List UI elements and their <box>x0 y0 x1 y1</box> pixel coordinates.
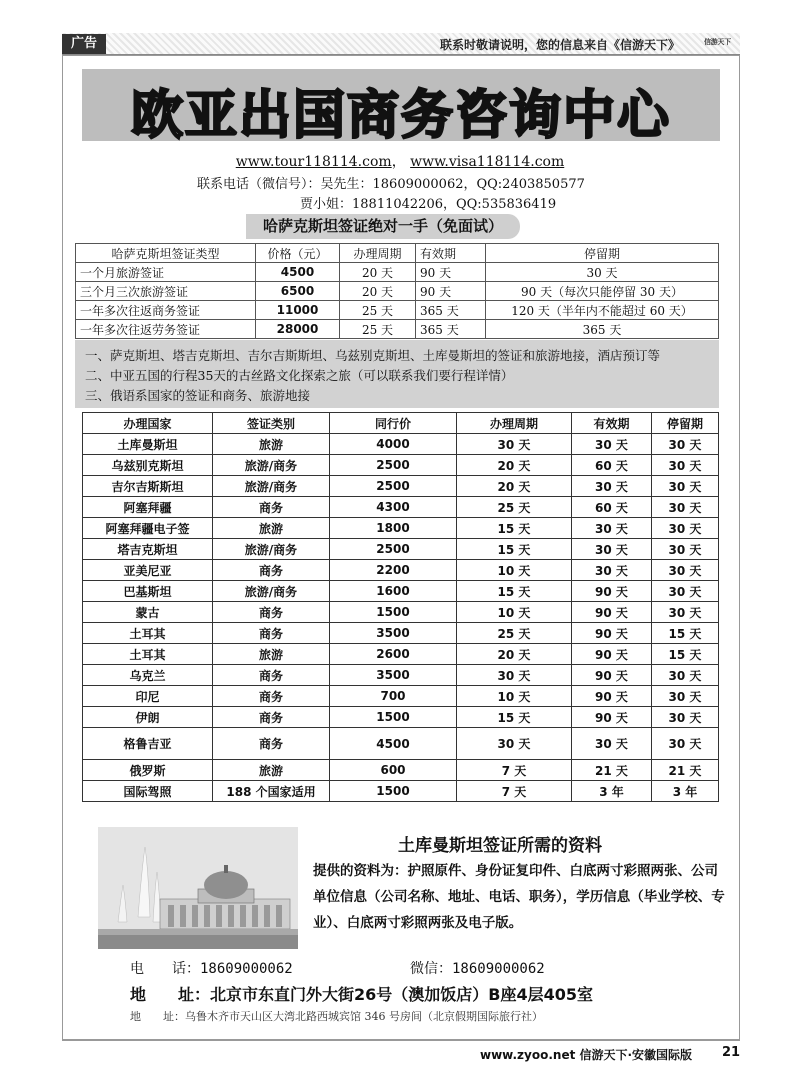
table-header-row <box>83 413 719 434</box>
website-link-visa[interactable]: www.visa118114.com <box>410 154 565 170</box>
table-cell: 25 天 <box>340 301 416 320</box>
table-cell: 3 年 <box>572 781 652 802</box>
table-cell: 4300 <box>330 497 457 518</box>
kazakh-heading: 哈萨克斯坦签证绝对一手（免面试） <box>246 214 520 239</box>
table-cell: 旅游 <box>213 644 330 665</box>
banner <box>82 69 720 146</box>
table-cell: 商务 <box>213 665 330 686</box>
table-cell: 30 天 <box>652 665 719 686</box>
building-photo-graphic <box>98 827 298 949</box>
table-cell: 90 天 <box>416 263 486 282</box>
website-separator: ， <box>391 154 406 170</box>
table-row <box>83 434 719 455</box>
table-row <box>83 602 719 623</box>
column-header: 停留期 <box>652 413 719 434</box>
column-header: 办理国家 <box>83 413 213 434</box>
kazakh-visa-table <box>75 243 719 339</box>
page-number: 21 <box>722 1045 741 1060</box>
table-cell: 1600 <box>330 581 457 602</box>
building-photo <box>98 827 298 949</box>
table-cell: 15 天 <box>652 644 719 665</box>
table-cell: 1500 <box>330 602 457 623</box>
table-cell: 20 天 <box>457 476 572 497</box>
table-cell: 120 天（半年内不能超过 60 天） <box>486 301 719 320</box>
table-cell: 一个月旅游签证 <box>76 263 256 282</box>
table-row <box>83 455 719 476</box>
table-cell: 90 天 <box>572 644 652 665</box>
table-row <box>83 707 719 728</box>
footer-site: www.zyoo.net 信游天下·安徽国际版 <box>480 1048 693 1062</box>
table-cell: 600 <box>330 760 457 781</box>
table-row <box>83 686 719 707</box>
table-cell: 10 天 <box>457 560 572 581</box>
table-cell: 15 天 <box>457 518 572 539</box>
table-row <box>76 320 719 339</box>
table-cell: 印尼 <box>83 686 213 707</box>
table-cell: 15 天 <box>457 581 572 602</box>
table-row <box>83 728 719 760</box>
table-cell: 商务 <box>213 686 330 707</box>
table-cell: 4500 <box>256 263 340 282</box>
publication-logo: 信游天下 <box>704 38 731 46</box>
table-cell: 90 天（每次只能停留 30 天） <box>486 282 719 301</box>
table-cell: 3500 <box>330 623 457 644</box>
table-cell: 30 天 <box>572 476 652 497</box>
table-cell: 1500 <box>330 707 457 728</box>
table-cell: 30 天 <box>652 686 719 707</box>
table-cell: 188 个国家适用 <box>213 781 330 802</box>
table-cell: 30 天 <box>572 434 652 455</box>
table-cell: 土耳其 <box>83 644 213 665</box>
table-cell: 旅游 <box>213 760 330 781</box>
table-cell: 2500 <box>330 476 457 497</box>
requirements-text: 提供的资料为：护照原件、身份证复印件、白底两寸彩照两张、公司单位信息（公司名称、地址、电话、职务），学历信息（毕业学校、专业）、白底两寸彩照两张及电子版。 <box>313 863 725 931</box>
table-cell: 一年多次往返劳务签证 <box>76 320 256 339</box>
table-cell: 一年多次往返商务签证 <box>76 301 256 320</box>
table-cell: 商务 <box>213 497 330 518</box>
column-header: 有效期 <box>572 413 652 434</box>
table-cell: 乌兹别克斯坦 <box>83 455 213 476</box>
table-cell: 90 天 <box>572 665 652 686</box>
table-cell: 旅游/商务 <box>213 455 330 476</box>
table-cell: 旅游 <box>213 434 330 455</box>
header-note: 联系时敬请说明，您的信息来自《信游天下》 <box>440 38 681 52</box>
table-row <box>83 760 719 781</box>
table-cell: 30 天 <box>652 476 719 497</box>
table-cell: 阿塞拜疆 <box>83 497 213 518</box>
table-cell: 阿塞拜疆电子签 <box>83 518 213 539</box>
table-header-row <box>76 244 719 263</box>
table-cell: 三个月三次旅游签证 <box>76 282 256 301</box>
table-cell: 4000 <box>330 434 457 455</box>
table-cell: 30 天 <box>652 707 719 728</box>
table-cell: 30 天 <box>457 434 572 455</box>
column-header: 哈萨克斯坦签证类型 <box>76 244 256 263</box>
table-cell: 土库曼斯坦 <box>83 434 213 455</box>
table-cell: 30 天 <box>457 665 572 686</box>
table-cell: 25 天 <box>457 623 572 644</box>
table-cell: 2500 <box>330 539 457 560</box>
table-cell: 4500 <box>330 728 457 760</box>
table-cell: 旅游/商务 <box>213 476 330 497</box>
table-cell: 商务 <box>213 602 330 623</box>
table-cell: 28000 <box>256 320 340 339</box>
table-cell: 伊朗 <box>83 707 213 728</box>
table-row <box>83 476 719 497</box>
table-cell: 10 天 <box>457 602 572 623</box>
column-header: 有效期 <box>416 244 486 263</box>
table-row <box>83 644 719 665</box>
table-cell: 700 <box>330 686 457 707</box>
table-cell: 亚美尼亚 <box>83 560 213 581</box>
table-cell: 30 天 <box>652 455 719 476</box>
table-cell: 30 天 <box>652 497 719 518</box>
table-cell: 30 天 <box>652 602 719 623</box>
table-cell: 30 天 <box>572 560 652 581</box>
footer-wechat: 微信：18609000062 <box>410 961 545 977</box>
table-cell: 60 天 <box>572 455 652 476</box>
column-header: 签证类别 <box>213 413 330 434</box>
column-header: 办理周期 <box>340 244 416 263</box>
table-row <box>83 497 719 518</box>
table-cell: 1500 <box>330 781 457 802</box>
website-link-tour[interactable]: www.tour118114.com <box>235 154 392 170</box>
table-row <box>83 781 719 802</box>
table-cell: 塔吉克斯坦 <box>83 539 213 560</box>
table-cell: 土耳其 <box>83 623 213 644</box>
table-cell: 365 天 <box>416 301 486 320</box>
table-cell: 3500 <box>330 665 457 686</box>
table-cell: 20 天 <box>457 644 572 665</box>
table-cell: 90 天 <box>572 602 652 623</box>
table-cell: 15 天 <box>457 707 572 728</box>
table-cell: 15 天 <box>652 623 719 644</box>
table-row <box>76 282 719 301</box>
table-cell: 3 年 <box>652 781 719 802</box>
contact-line-jia: 贾小姐：18811042206，QQ:535836419 <box>300 197 557 212</box>
table-cell: 商务 <box>213 560 330 581</box>
table-cell: 吉尔吉斯斯坦 <box>83 476 213 497</box>
table-cell: 2500 <box>330 455 457 476</box>
table-cell: 11000 <box>256 301 340 320</box>
table-row <box>83 581 719 602</box>
table-cell: 30 天 <box>652 581 719 602</box>
table-row <box>83 560 719 581</box>
table-row <box>83 623 719 644</box>
table-cell: 7 天 <box>457 760 572 781</box>
visa-price-table <box>82 412 719 802</box>
table-cell: 365 天 <box>486 320 719 339</box>
table-cell: 15 天 <box>457 539 572 560</box>
ad-tag: 广告 <box>62 34 106 54</box>
table-cell: 30 天 <box>572 518 652 539</box>
table-row <box>76 301 719 320</box>
table-cell: 旅游 <box>213 518 330 539</box>
footer-address: 地 址：北京市东直门外大街26号（澳加饭店）B座4层405室 <box>130 985 593 1004</box>
footer-divider <box>62 1040 740 1041</box>
table-cell: 30 天 <box>652 539 719 560</box>
requirements-title: 土库曼斯坦签证所需的资料 <box>398 836 602 856</box>
table-cell: 90 天 <box>572 623 652 644</box>
table-cell: 7 天 <box>457 781 572 802</box>
footer-phone: 电 话：18609000062 <box>130 961 293 977</box>
table-cell: 21 天 <box>652 760 719 781</box>
table-cell: 365 天 <box>416 320 486 339</box>
table-cell: 30 天 <box>652 434 719 455</box>
service-item: 三、俄语系国家的签证和商务、旅游地接 <box>85 388 311 403</box>
services-box <box>75 340 719 408</box>
table-cell: 60 天 <box>572 497 652 518</box>
table-cell: 30 天 <box>457 728 572 760</box>
table-cell: 格鲁吉亚 <box>83 728 213 760</box>
table-cell: 商务 <box>213 728 330 760</box>
table-cell: 国际驾照 <box>83 781 213 802</box>
table-cell: 90 天 <box>416 282 486 301</box>
table-cell: 30 天 <box>652 518 719 539</box>
table-cell: 20 天 <box>340 282 416 301</box>
table-cell: 25 天 <box>340 320 416 339</box>
table-cell: 90 天 <box>572 686 652 707</box>
table-cell: 30 天 <box>572 539 652 560</box>
table-cell: 25 天 <box>457 497 572 518</box>
table-cell: 20 天 <box>457 455 572 476</box>
table-cell: 商务 <box>213 707 330 728</box>
table-row <box>83 665 719 686</box>
table-cell: 巴基斯坦 <box>83 581 213 602</box>
table-cell: 2200 <box>330 560 457 581</box>
table-cell: 10 天 <box>457 686 572 707</box>
column-header: 价格（元） <box>256 244 340 263</box>
table-cell: 蒙古 <box>83 602 213 623</box>
column-header: 停留期 <box>486 244 719 263</box>
table-cell: 90 天 <box>572 707 652 728</box>
table-cell: 30 天 <box>652 728 719 760</box>
table-row <box>83 539 719 560</box>
table-cell: 21 天 <box>572 760 652 781</box>
table-cell: 30 天 <box>572 728 652 760</box>
table-cell: 30 天 <box>652 560 719 581</box>
footer-address-urumqi: 地 址：乌鲁木齐市天山区大湾北路西城宾馆 346 号房间（北京假期国际旅行社） <box>130 1010 543 1023</box>
table-cell: 6500 <box>256 282 340 301</box>
column-header: 同行价 <box>330 413 457 434</box>
contact-line-wu: 联系电话（微信号）：吴先生：18609000062，QQ:2403850577 <box>197 177 585 192</box>
table-row <box>76 263 719 282</box>
table-cell: 2600 <box>330 644 457 665</box>
table-cell: 商务 <box>213 623 330 644</box>
table-row <box>83 518 719 539</box>
service-item: 二、中亚五国的行程35天的古丝路文化探索之旅（可以联系我们要行程详情） <box>85 368 514 383</box>
table-cell: 90 天 <box>572 581 652 602</box>
table-cell: 20 天 <box>340 263 416 282</box>
table-cell: 俄罗斯 <box>83 760 213 781</box>
websites <box>0 151 800 171</box>
table-cell: 旅游/商务 <box>213 581 330 602</box>
service-item: 一、萨克斯坦、塔吉克斯坦、吉尔吉斯斯坦、乌兹别克斯坦、土库曼斯坦的签证和旅游地接，酒店预订等 <box>85 348 661 363</box>
column-header: 办理周期 <box>457 413 572 434</box>
table-cell: 乌克兰 <box>83 665 213 686</box>
table-cell: 旅游/商务 <box>213 539 330 560</box>
table-cell: 30 天 <box>486 263 719 282</box>
table-cell: 1800 <box>330 518 457 539</box>
banner-title: 欧亚出国商务咨询中心 <box>130 86 671 146</box>
